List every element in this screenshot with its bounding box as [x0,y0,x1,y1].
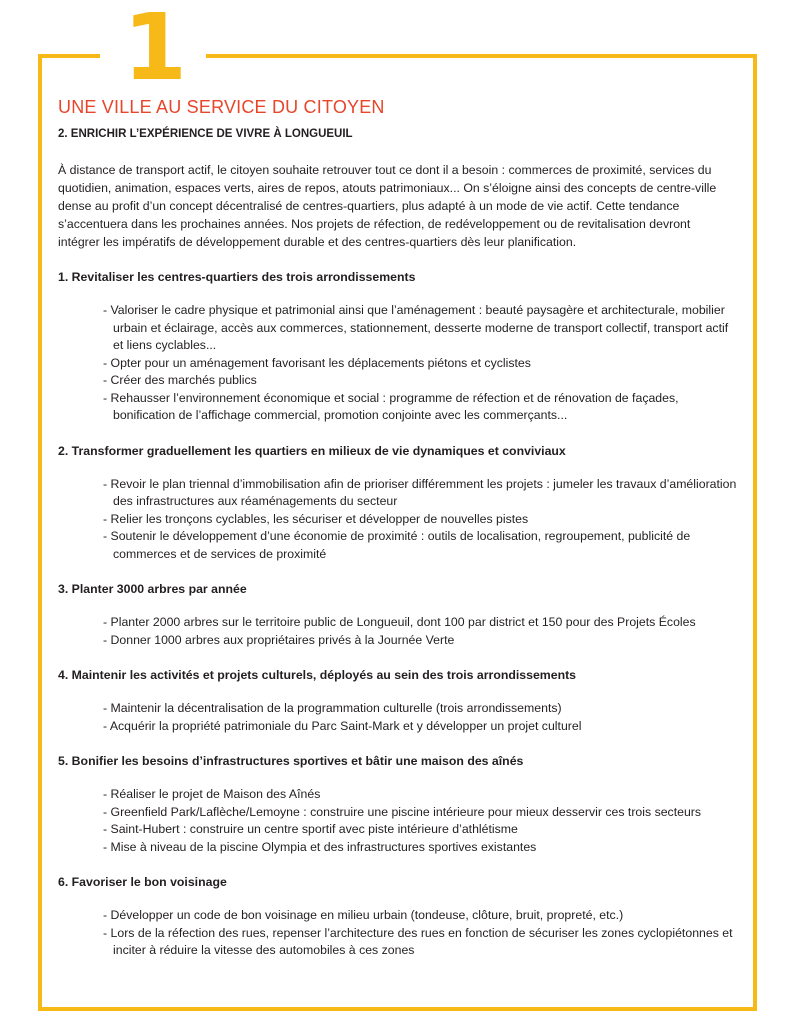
list-item: - Lors de la réfection des rues, repenser l’architecture des rues en fonction de sécuriser les zones cyclopiétonnes et inciter à réduire la vitesse des automobiles à ces zones [103,925,733,957]
frame-top-right-segment [206,54,757,58]
list-item: - Valoriser le cadre physique et patrimonial ainsi que l’aménagement : beauté paysagère et architecturale, mobilier urbain et éclairage, accès aux commerces, stationnement, desserte moderne de transport collectif, transport actif et liens cyclables... [103,303,729,352]
section-4 [58,667,738,735]
page-subtitle: 2. ENRICHIR L’EXPÉRIENCE DE VIVRE À LONGUEUIL [58,128,353,140]
section-list [58,700,738,735]
page-content [58,96,738,960]
section-list [58,614,738,649]
list-item: - Greenfield Park/Laflèche/Lemoyne : construire une piscine intérieure pour mieux desservir ces trois secteurs [103,804,702,819]
section-list [58,907,738,960]
list-item: - Donner 1000 arbres aux propriétaires privés à la Journée Verte [103,632,455,647]
section-title: 1. Revitaliser les centres-quartiers des trois arrondissements [58,270,416,284]
list-item: - Réaliser le projet de Maison des Aînés [103,787,321,801]
list-item: - Créer des marchés publics [103,373,257,387]
section-3 [58,581,738,649]
section-1 [58,269,738,425]
section-title: 6. Favoriser le bon voisinage [58,875,227,889]
section-title: 2. Transformer graduellement les quartiers en milieux de vie dynamiques et conviviaux [58,443,566,458]
section-title: 5. Bonifier les besoins d’infrastructures sportives et bâtir une maison des aînés [58,754,524,768]
list-item: - Mise à niveau de la piscine Olympia et des infrastructures sportives existantes [103,839,537,854]
chapter-number: 1 [122,0,187,101]
section-5 [58,753,738,856]
section-title: 3. Planter 3000 arbres par année [58,582,247,596]
section-6 [58,874,738,960]
list-item: - Rehausser l’environnement économique et social : programme de réfection et de rénovation de façades, bonification de l’affichage commercial, promotion conjointe avec les commerçants... [103,390,679,422]
list-item: - Relier les tronçons cyclables, les sécuriser et développer de nouvelles pistes [103,511,529,526]
list-item: - Maintenir la décentralisation de la programmation culturelle (trois arrondissements) [103,701,562,715]
section-2 [58,443,738,564]
section-list [58,476,738,564]
list-item: - Soutenir le développement d’une économie de proximité : outils de localisation, regroupement, publicité de commerces et de services de proximité [103,529,691,561]
list-item: - Planter 2000 arbres sur le territoire public de Longueuil, dont 100 par district et 150 pour des Projets Écoles [103,615,696,629]
section-list [58,302,738,425]
list-item: - Opter pour un aménagement favorisant les déplacements piétons et cyclistes [103,355,531,370]
list-item: - Développer un code de bon voisinage en milieu urbain (tondeuse, clôture, bruit, propreté, etc.) [103,908,624,922]
list-item: - Revoir le plan triennal d’immobilisation afin de prioriser différemment les projets : jumeler les travaux d’amélioration des infrastructures aux réaménagements du secteur [103,476,737,508]
intro-paragraph: À distance de transport actif, le citoyen souhaite retrouver tout ce dont il a besoin : commerces de proximité, services du quotidien, animation, espaces verts, aires de repos, atouts patrimoniaux... On s’éloigne ainsi des concepts de centre-ville dense au profit d’un concept décentralisé de centres-quartiers, plus adapté à un mode de vie actif. Cette tendance s’accentuera dans les prochaines années. Nos projets de réfection, de redéveloppement ou de revitalisation devront intégrer les impératifs de développement durable et des centres-quartiers dès leur planification. [58,163,717,249]
section-list [58,786,738,856]
list-item: - Saint-Hubert : construire un centre sportif avec piste intérieure d’athlétisme [103,822,518,836]
list-item: - Acquérir la propriété patrimoniale du Parc Saint-Mark et y développer un projet culturel [103,718,582,733]
frame-top-left-segment [38,54,100,58]
section-title: 4. Maintenir les activités et projets culturels, déployés au sein des trois arrondissements [58,668,577,682]
page-title: UNE VILLE AU SERVICE DU CITOYEN [58,97,385,117]
